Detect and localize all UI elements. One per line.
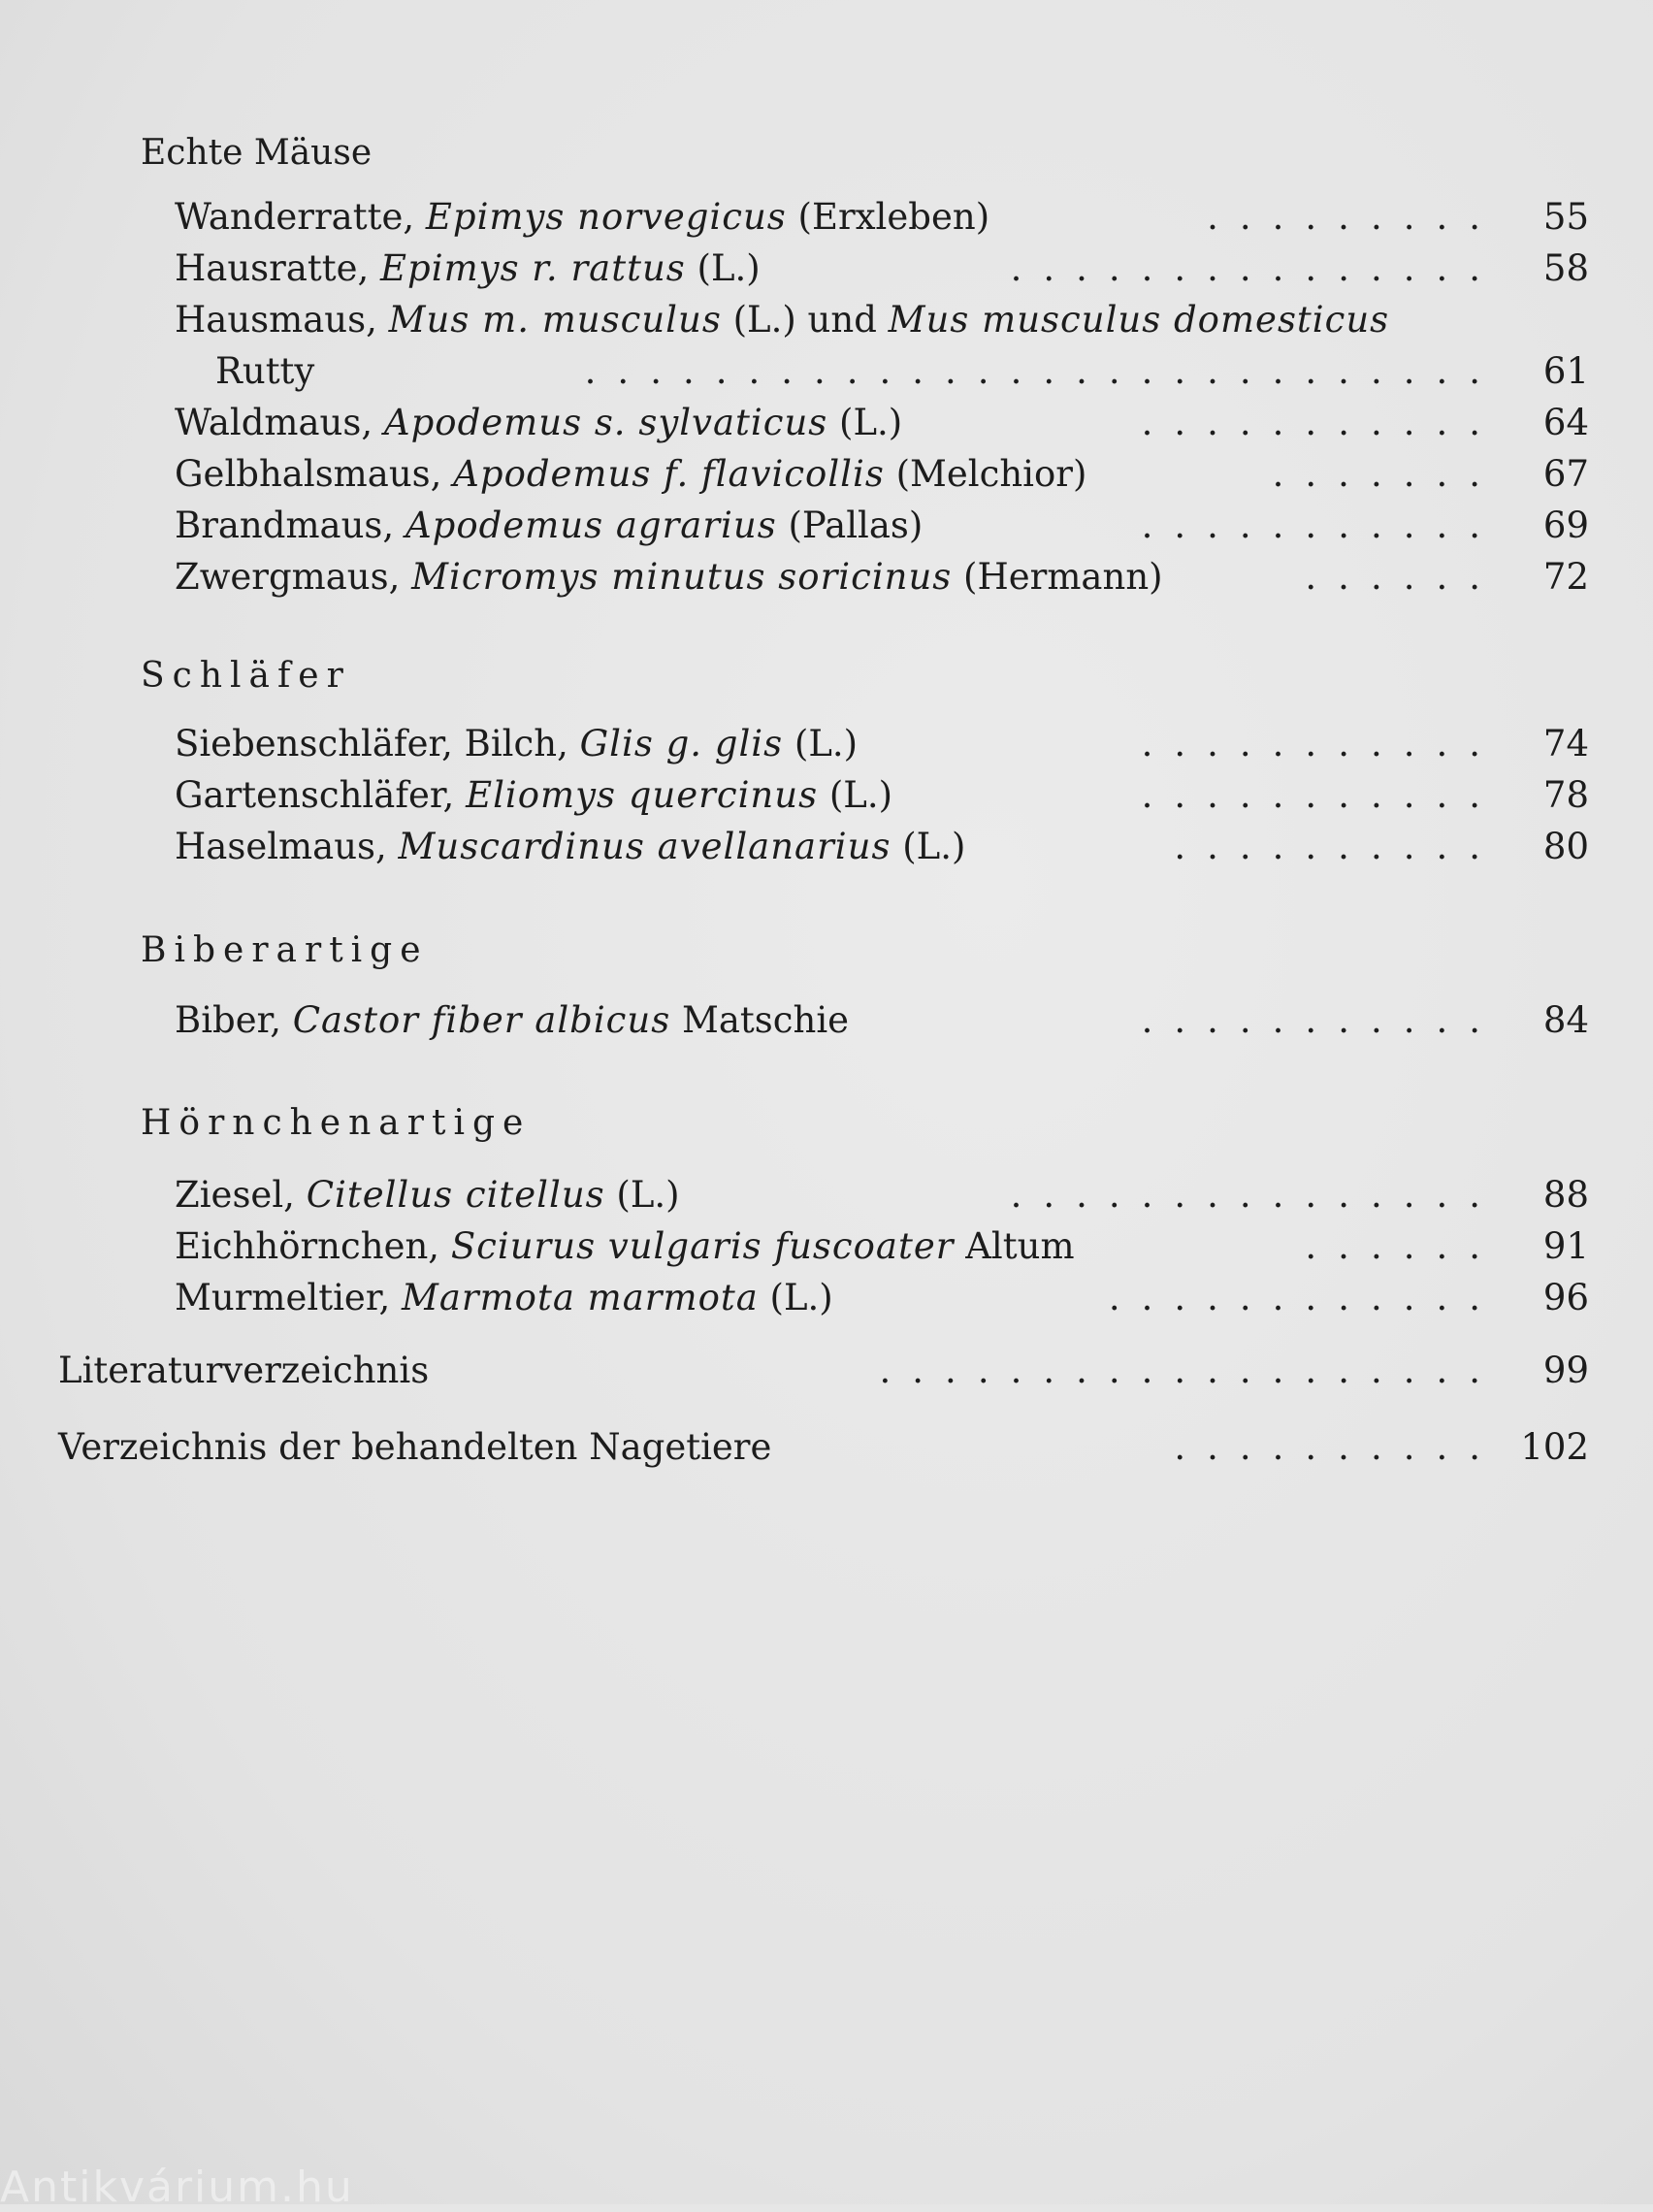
watermark: Antikvárium.hu bbox=[0, 2163, 354, 2212]
page-number: 55 bbox=[1542, 196, 1589, 238]
dot-leader: ............................ bbox=[584, 350, 1502, 392]
author: (L.) bbox=[758, 1277, 833, 1318]
section-heading-hoernchenartige: Hörnchenartige bbox=[141, 1103, 532, 1143]
section-heading-schlaefer: Schläfer bbox=[141, 656, 351, 696]
latin-name: Marmota marmota bbox=[401, 1277, 759, 1318]
toc-entry-eichhoernchen bbox=[175, 1223, 1589, 1270]
latin-name: Epimys r. rattus bbox=[380, 247, 686, 289]
page-number: 64 bbox=[1542, 402, 1589, 443]
common-name: Gelbhalsmaus, bbox=[175, 453, 454, 495]
back-matter-title: Verzeichnis der behandelten Nagetiere bbox=[58, 1426, 772, 1468]
author: (L.) bbox=[891, 826, 966, 867]
latin-name: Apodemus agrarius bbox=[405, 504, 777, 546]
page-number: 61 bbox=[1542, 350, 1589, 392]
author: (L.) bbox=[818, 774, 893, 816]
dot-leader: ........... bbox=[1141, 504, 1502, 546]
toc-entry-haselmaus bbox=[175, 824, 1589, 870]
page-number: 99 bbox=[1542, 1350, 1589, 1391]
author: (L.) bbox=[604, 1174, 680, 1216]
common-name: Ziesel, bbox=[175, 1174, 307, 1216]
toc-entry-gartenschlaefer bbox=[175, 772, 1589, 819]
page-number: 96 bbox=[1542, 1277, 1589, 1318]
common-name: Brandmaus, bbox=[175, 504, 405, 546]
dot-leader: ......... bbox=[1207, 196, 1502, 238]
latin-name: Mus m. musculus bbox=[388, 299, 722, 341]
dot-leader: ............... bbox=[1010, 1174, 1502, 1216]
author: (Pallas) bbox=[776, 504, 924, 546]
toc-entry-murmeltier bbox=[175, 1275, 1589, 1321]
latin-name: Citellus citellus bbox=[306, 1174, 605, 1216]
latin-name: Epimys norvegicus bbox=[425, 196, 787, 238]
common-name: Gartenschläfer, bbox=[175, 774, 467, 816]
toc-entry-hausmaus-continuation bbox=[215, 348, 1589, 395]
toc-entry-hausratte bbox=[175, 245, 1589, 292]
toc-entry-literaturverzeichnis bbox=[58, 1348, 1589, 1394]
back-matter-title: Literaturverzeichnis bbox=[58, 1350, 430, 1391]
toc-entry-brandmaus bbox=[175, 503, 1589, 549]
common-name: Hausratte, bbox=[175, 247, 381, 289]
latin-name: Sciurus vulgaris fuscoater bbox=[450, 1225, 955, 1267]
toc-entry-waldmaus bbox=[175, 400, 1589, 446]
latin-name: Apodemus s. sylvaticus bbox=[383, 402, 828, 443]
dot-leader: .......... bbox=[1174, 826, 1502, 867]
latin-name: Micromys minutus soricinus bbox=[411, 556, 953, 598]
page-number: 72 bbox=[1542, 556, 1589, 598]
common-name: Waldmaus, bbox=[175, 402, 384, 443]
latin-name: Eliomys quercinus bbox=[466, 774, 819, 816]
author: (Hermann) bbox=[952, 556, 1163, 598]
toc-entry-verzeichnis-nagetiere bbox=[58, 1424, 1589, 1471]
author-continuation: Rutty bbox=[215, 350, 315, 392]
toc-entry-wanderratte bbox=[175, 194, 1589, 241]
common-name: Hausmaus, bbox=[175, 299, 389, 341]
toc-entry-gelbhalsmaus bbox=[175, 451, 1589, 498]
dot-leader: ........... bbox=[1141, 723, 1502, 764]
page-number: 67 bbox=[1542, 453, 1589, 495]
toc-entry-ziesel bbox=[175, 1172, 1589, 1219]
dot-leader: ............... bbox=[1010, 247, 1502, 289]
author: (Melchior) bbox=[884, 453, 1087, 495]
dot-leader: .......... bbox=[1174, 1426, 1502, 1468]
page-number: 84 bbox=[1542, 999, 1589, 1041]
dot-leader: ........... bbox=[1141, 999, 1502, 1041]
toc-entry-hausmaus bbox=[175, 297, 1589, 343]
latin-name: Castor fiber albicus bbox=[292, 999, 671, 1041]
common-name: Eichhörnchen, bbox=[175, 1225, 451, 1267]
dot-leader: ...... bbox=[1305, 556, 1502, 598]
page-number: 58 bbox=[1542, 247, 1589, 289]
author: Altum bbox=[954, 1225, 1075, 1267]
toc-entry-siebenschlaefer bbox=[175, 721, 1589, 767]
common-name: Siebenschläfer, Bilch, bbox=[175, 723, 580, 764]
dot-leader: ....... bbox=[1272, 453, 1502, 495]
latin-name: Muscardinus avellanarius bbox=[398, 826, 891, 867]
dot-leader: ............ bbox=[1108, 1277, 1502, 1318]
section-heading-echte-maeuse: Echte Mäuse bbox=[141, 133, 373, 173]
author: (L.) und bbox=[721, 299, 889, 341]
dot-leader: ...... bbox=[1305, 1225, 1502, 1267]
author: (L.) bbox=[827, 402, 903, 443]
page-number: 69 bbox=[1542, 504, 1589, 546]
author: (L.) bbox=[685, 247, 761, 289]
latin-name: Glis g. glis bbox=[579, 723, 784, 764]
page-number: 74 bbox=[1542, 723, 1589, 764]
common-name: Haselmaus, bbox=[175, 826, 399, 867]
page-number: 91 bbox=[1542, 1225, 1589, 1267]
common-name: Zwergmaus, bbox=[175, 556, 412, 598]
author: (L.) bbox=[783, 723, 859, 764]
page-number: 80 bbox=[1542, 826, 1589, 867]
author: (Erxleben) bbox=[786, 196, 990, 238]
dot-leader: ................... bbox=[879, 1350, 1502, 1391]
section-heading-biberartige: Biberartige bbox=[141, 930, 429, 970]
latin-name-2: Mus musculus domesticus bbox=[888, 299, 1390, 341]
page-number: 102 bbox=[1520, 1426, 1589, 1468]
page-number: 78 bbox=[1542, 774, 1589, 816]
page-number: 88 bbox=[1542, 1174, 1589, 1216]
author: Matschie bbox=[670, 999, 850, 1041]
toc-entry-biber bbox=[175, 997, 1589, 1044]
common-name: Biber, bbox=[175, 999, 293, 1041]
common-name: Murmeltier, bbox=[175, 1277, 402, 1318]
latin-name: Apodemus f. flavicollis bbox=[453, 453, 885, 495]
toc-entry-zwergmaus bbox=[175, 554, 1589, 601]
dot-leader: ........... bbox=[1141, 402, 1502, 443]
common-name: Wanderratte, bbox=[175, 196, 426, 238]
dot-leader: ........... bbox=[1141, 774, 1502, 816]
